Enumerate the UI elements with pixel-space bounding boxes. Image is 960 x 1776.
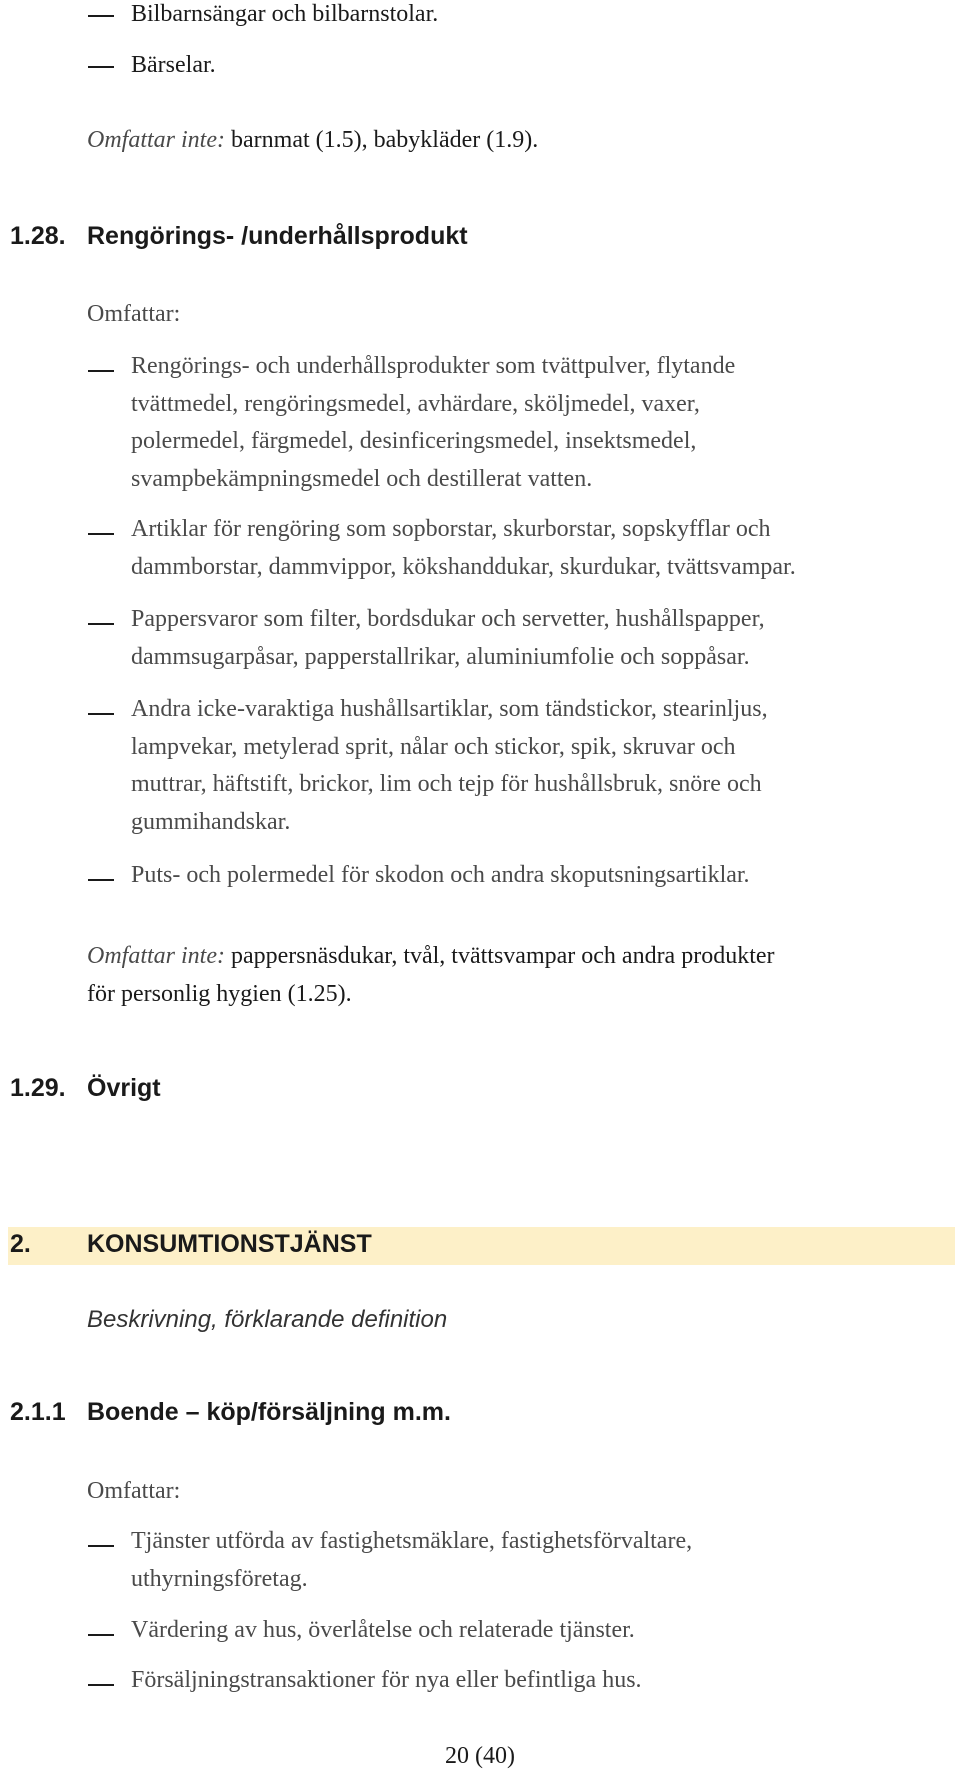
list-item: Bärselar. — [131, 52, 216, 78]
section-title: Boende – köp/försäljning m.m. — [87, 1398, 451, 1426]
list-item: Värdering av hus, överlåtelse och relaterade tjänster. — [131, 1617, 635, 1643]
excludes-text: barnmat (1.5), babykläder (1.9). — [225, 127, 539, 153]
excludes-label: Omfattar inte: — [87, 943, 225, 969]
includes-label: Omfattar: — [87, 301, 181, 327]
list-item: Försäljningstransaktioner för nya eller befintliga hus. — [131, 1667, 642, 1693]
dash-marker — [88, 15, 114, 17]
section-title: KONSUMTIONSTJÄNST — [87, 1230, 372, 1258]
includes-label: Omfattar: — [87, 1478, 181, 1504]
list-item: Tjänster utförda av fastighetsmäklare, fastighetsförvaltare, uthyrningsföretag. — [131, 1528, 693, 1592]
list-item: Andra icke-varaktiga hushållsartiklar, som tändstickor, stearinljus, lampvekar, metylerad sprit, nålar och stickor, spik, skruvar och muttrar, häftstift, brickor, lim och tejp för hushållsbruk, snöre och gummihandskar. — [131, 696, 768, 835]
dash-marker — [88, 1545, 114, 1547]
dash-marker — [88, 1684, 114, 1686]
list-item: Artiklar för rengöring som sopborstar, skurborstar, sopskyfflar och dammborstar, dammvippor, kökshanddukar, skurdukar, tvättsvampar. — [131, 516, 796, 580]
excludes-label: Omfattar inte: — [87, 127, 225, 153]
section-title: Övrigt — [87, 1074, 161, 1102]
section-number: 1.29. — [10, 1074, 66, 1102]
list-item: Pappersvaror som filter, bordsdukar och servetter, hushållspapper, dammsugarpåsar, papperstallrikar, aluminiumfolie och soppåsar. — [131, 606, 765, 670]
section-subtitle: Beskrivning, förklarande definition — [87, 1306, 448, 1333]
section-number: 1.28. — [10, 222, 66, 250]
dash-marker — [88, 1634, 114, 1636]
list-item: Rengörings- och underhållsprodukter som tvättpulver, flytande tvättmedel, rengöringsmedel, avhärdare, sköljmedel, vaxer, polermedel, färgmedel, desinficeringsmedel, insektsmedel, svampbekämpningsmedel och destillerat vatten. — [131, 353, 736, 492]
page-number: 20 (40) — [445, 1743, 515, 1769]
dash-marker — [88, 713, 114, 715]
dash-marker — [88, 879, 114, 881]
section-number: 2.1.1 — [10, 1398, 66, 1426]
dash-marker — [88, 66, 114, 68]
excludes-note: Omfattar inte: pappersnäsdukar, tvål, tvättsvampar och andra produkter för personlig hygien (1.25). — [87, 943, 775, 1007]
dash-marker — [88, 623, 114, 625]
section-number: 2. — [10, 1230, 31, 1258]
list-item: Puts- och polermedel för skodon och andra skoputsningsartiklar. — [131, 862, 750, 888]
list-item: Bilbarnsängar och bilbarnstolar. — [131, 1, 439, 27]
excludes-note — [87, 122, 538, 160]
dash-marker — [88, 533, 114, 535]
dash-marker — [88, 370, 114, 372]
section-title: Rengörings- /underhållsprodukt — [87, 222, 468, 250]
